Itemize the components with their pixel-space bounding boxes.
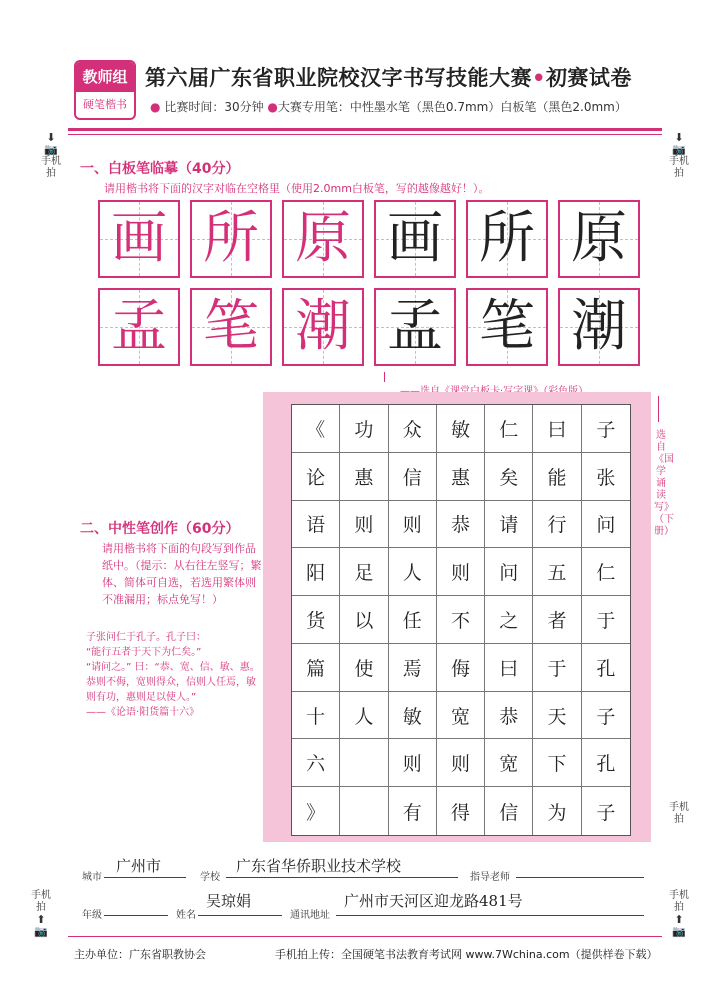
header-divider-top [68,128,662,131]
exam-pens: 大赛专用笔：中性墨水笔（黑色0.7mm）白板笔（黑色2.0mm） [277,100,627,114]
grid-cell[interactable]: 有 [389,787,437,835]
grid-cell[interactable]: 》 [292,787,340,835]
copy-cell[interactable] [558,288,640,366]
model-cell [190,200,272,278]
grid-cell[interactable]: 子 [582,692,630,740]
grid-cell[interactable]: 请 [485,501,533,549]
grid-cell[interactable]: 足 [340,548,388,596]
grid-cell[interactable]: 五 [533,548,581,596]
grade-label: 年级 [82,910,102,921]
grid-cell[interactable]: 曰 [485,644,533,692]
grid-cell[interactable]: 货 [292,596,340,644]
model-cell [282,200,364,278]
section1-side-rule [384,372,385,382]
grid-cell[interactable]: 惠 [340,453,388,501]
grid-cell[interactable]: 恭 [437,501,485,549]
grid-cell[interactable]: 人 [340,692,388,740]
page-title [145,62,632,92]
grid-cell[interactable]: 敏 [389,692,437,740]
grid-cell[interactable]: 论 [292,453,340,501]
grid-cell[interactable]: 敏 [437,405,485,453]
grid-cell[interactable]: 仁 [485,405,533,453]
grid-cell[interactable]: 十 [292,692,340,740]
section1-instruction: 请用楷书将下面的汉字对临在空格里（使用2.0mm白板笔，写的越像越好！）。 [104,182,490,195]
model-cell [190,288,272,366]
model-char: 笔 [203,294,259,359]
grid-cell[interactable]: 问 [485,548,533,596]
grid-cell[interactable]: 语 [292,501,340,549]
grid-cell[interactable]: 下 [533,739,581,787]
grid-cell[interactable]: 为 [533,787,581,835]
phone-marker-top-right [668,132,690,180]
phone-marker-top-left [40,132,62,180]
grid-cell[interactable]: 焉 [389,644,437,692]
grid-cell[interactable]: 则 [437,739,485,787]
grid-cell[interactable]: 信 [389,453,437,501]
grid-cell[interactable]: 任 [389,596,437,644]
phone-marker-bottom-left [30,890,52,938]
grid-cell[interactable]: 孔 [582,739,630,787]
grid-cell[interactable]: 问 [582,501,630,549]
model-char: 原 [295,206,351,271]
grid-cell[interactable]: 矣 [485,453,533,501]
phone-marker-bottom-right [668,890,690,938]
grid-cell[interactable]: 能 [533,453,581,501]
section1-title: 一、白板笔临摹（40分） [80,161,240,177]
copy-char: 画 [387,206,443,271]
copy-char: 孟 [387,294,443,359]
grid-cell[interactable] [340,739,388,787]
city-value: 广州市 [116,857,162,875]
camera-down-icon: ⬇📷 [44,131,58,156]
grid-cell[interactable]: 仁 [582,548,630,596]
grid-cell[interactable]: 《 [292,405,340,453]
grid-cell[interactable]: 众 [389,405,437,453]
grid-cell[interactable]: 信 [485,787,533,835]
phone-marker-mid-right [668,802,690,826]
model-cell [98,288,180,366]
grid-cell[interactable]: 者 [533,596,581,644]
phone-text: 手机拍 [41,156,61,179]
copy-cell[interactable] [374,200,456,278]
model-char: 画 [111,206,167,271]
phone-text: 手机拍 [669,890,689,913]
name-value: 吴琼娟 [206,892,252,910]
grid-cell[interactable]: 宽 [437,692,485,740]
quote-line: “请问之。” 曰：“恭、宽、信、敏、惠。恭则不侮，宽则得众，信则人任焉，敏则有功，惠则足以使人。” [86,662,260,703]
grid-cell[interactable]: 使 [340,644,388,692]
copy-char: 潮 [571,294,627,359]
vertical-source: 选自《国学诵读写》（下册） [654,430,674,537]
copy-cell[interactable] [466,200,548,278]
grid-cell[interactable]: 张 [582,453,630,501]
camera-up-icon: ⬆📷 [672,913,686,938]
badge-group: 教师组 [76,62,134,92]
header-divider-bottom [68,134,662,135]
title-main: 第六届广东省职业院校汉字书写技能大赛 [145,66,532,90]
exam-time: 比赛时间：30分钟 [164,100,264,114]
category-badge [74,60,136,120]
grid-cell[interactable] [340,787,388,835]
grid-cell[interactable]: 曰 [533,405,581,453]
phone-text: 手机拍 [669,802,689,825]
grid-cell[interactable]: 之 [485,596,533,644]
camera-up-icon: ⬆📷 [34,913,48,938]
model-char: 所 [203,206,259,271]
grid-cell[interactable]: 行 [533,501,581,549]
grid-cell[interactable]: 子 [582,405,630,453]
grid-cell[interactable]: 惠 [437,453,485,501]
grid-cell[interactable]: 篇 [292,644,340,692]
copy-cell[interactable] [374,288,456,366]
section2-instruction: 请用楷书将下面的句段写到作品纸中。（提示：从右往左竖写；繁体、简体可自选，若选用繁体则不准漏用；标点免写！） [102,542,262,606]
vertical-source-rule [658,396,659,422]
badge-style: 硬笔楷书 [83,98,127,111]
info-bullet-1: ● [150,100,161,114]
quote-line: 子张问仁于孔子。孔子曰： [86,632,206,643]
footer-divider [68,936,662,937]
phone-text: 手机拍 [669,156,689,179]
grid-cell[interactable]: 则 [437,548,485,596]
grid-cell[interactable]: 子 [596,801,616,824]
phone-text: 手机拍 [31,890,51,913]
quote-citation: ——《论语·阳货篇十六》 [86,707,200,718]
title-suffix: 初赛试卷 [545,66,632,90]
grid-cell[interactable]: 宽 [485,739,533,787]
camera-down-icon: ⬇📷 [672,131,686,156]
grid-cell[interactable]: 天 [533,692,581,740]
copy-cell[interactable] [558,200,640,278]
copy-char: 原 [571,206,627,271]
upload-text: 手机拍上传：全国硬笔书法教育考试网 www.7Wchina.com（提供样卷下载） [275,948,658,961]
grid-cell[interactable]: 阳 [292,548,340,596]
quote-line: “能行五者于天下为仁矣。” [86,647,202,658]
grid-cell[interactable]: 功 [340,405,388,453]
school-label: 学校 [200,872,220,883]
grid-cell[interactable]: 于 [533,644,581,692]
city-label: 城市 [82,872,102,883]
model-cell [98,200,180,278]
grid-cell[interactable]: 人 [389,548,437,596]
grid-cell[interactable]: 得 [437,787,485,835]
section2-title: 二、中性笔创作（60分） [80,521,240,537]
grid-cell[interactable]: 恭 [485,692,533,740]
writing-grid[interactable] [291,404,631,836]
school-value: 广东省华侨职业技术学校 [236,857,402,875]
copy-char: 所 [479,206,535,271]
address-value: 广州市天河区迎龙路481号 [344,892,523,910]
grid-cell[interactable]: 于 [582,596,630,644]
grid-cell[interactable]: 以 [340,596,388,644]
copy-cell[interactable] [466,288,548,366]
grid-cell[interactable]: 六 [292,739,340,787]
teacher-field[interactable] [516,864,644,878]
copy-char: 笔 [479,294,535,359]
model-cell [282,288,364,366]
instruction-panel [68,392,263,842]
title-dot: • [532,66,546,90]
exam-info [150,98,627,115]
grid-cell[interactable]: 则 [389,739,437,787]
address-label: 通讯地址 [290,910,330,921]
grid-cell[interactable]: 侮 [437,644,485,692]
model-char: 潮 [295,294,351,359]
grid-cell[interactable]: 不 [437,596,485,644]
source-quote [86,630,262,720]
model-char: 孟 [111,294,167,359]
grid-cell[interactable]: 则 [340,501,388,549]
grade-field[interactable] [104,902,168,916]
grid-cell[interactable]: 孔 [582,644,630,692]
teacher-label: 指导老师 [470,872,510,883]
grid-cell[interactable]: 则 [389,501,437,549]
organizer-text: 主办单位：广东省职教协会 [74,948,206,961]
info-bullet-2: ● [267,100,278,114]
name-label: 姓名 [176,910,196,921]
